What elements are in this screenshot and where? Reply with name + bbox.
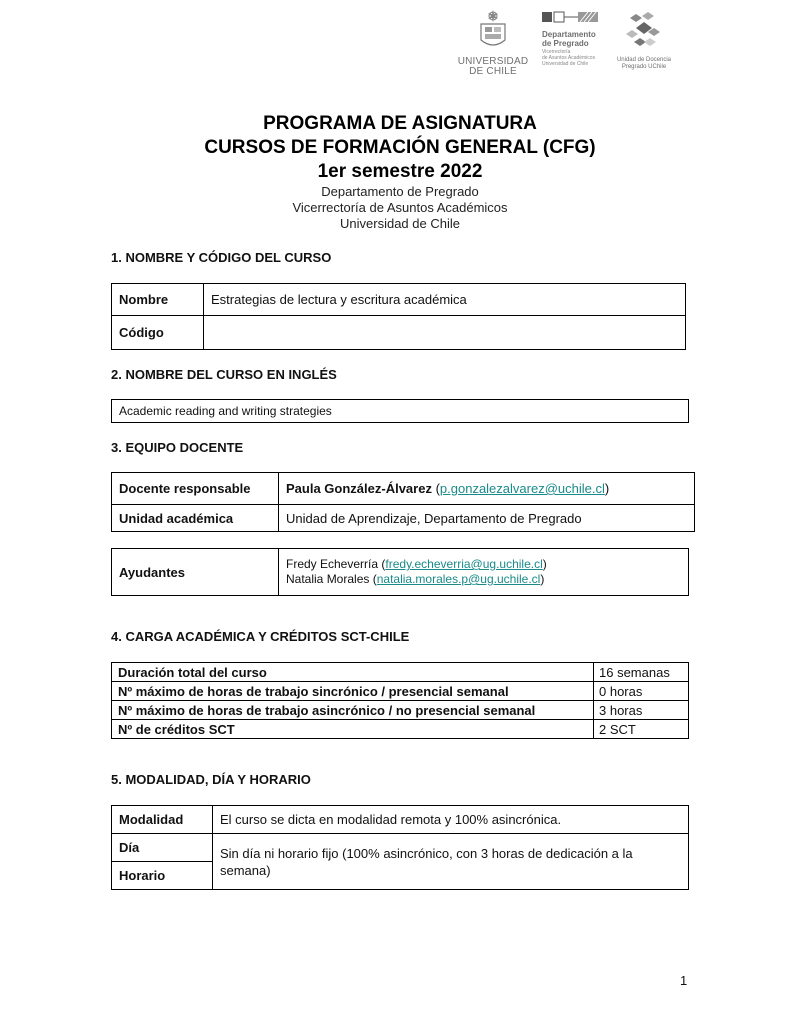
unidad-docencia-line1: Unidad de Docencia bbox=[616, 57, 672, 63]
table-row bbox=[112, 549, 689, 596]
page-number: 1 bbox=[680, 973, 688, 988]
unidad-docencia-logo bbox=[613, 10, 675, 71]
load-label: Nº de créditos SCT bbox=[112, 720, 594, 739]
academic-load-table bbox=[111, 662, 689, 739]
load-label: Duración total del curso bbox=[112, 663, 594, 682]
section-heading-2: 2. NOMBRE DEL CURSO EN INGLÉS bbox=[111, 367, 337, 382]
header-logos bbox=[455, 10, 685, 90]
ayudantes-value bbox=[279, 549, 689, 596]
document-subtitle-line1: Departamento de Pregrado bbox=[321, 184, 479, 199]
document-header bbox=[0, 112, 800, 232]
codigo-value bbox=[204, 316, 686, 350]
document-title-line3: 1er semestre 2022 bbox=[317, 161, 483, 182]
document-subtitle-line3: Universidad de Chile bbox=[340, 216, 460, 231]
departamento-sub-line1: Vicerrectoría bbox=[542, 49, 571, 55]
ayudantes-table bbox=[111, 548, 689, 596]
load-value: 0 horas bbox=[594, 682, 689, 701]
departamento-title-line1: Departamento bbox=[542, 30, 596, 39]
universidad-de-chile-logo bbox=[455, 10, 531, 77]
ayudante-name: Natalia Morales bbox=[286, 572, 370, 586]
docente-value: Paula González-Álvarez (p.gonzalezalvarez@uchile.cl) bbox=[279, 473, 695, 505]
departamento-sub-line3: Universidad de Chile bbox=[542, 61, 589, 67]
unidad-docencia-mark-icon bbox=[626, 10, 662, 50]
university-name-line2: DE CHILE bbox=[469, 66, 517, 77]
unidad-value: Unidad de Aprendizaje, Departamento de Pregrado bbox=[279, 505, 695, 532]
docente-name: Paula González-Álvarez bbox=[286, 481, 432, 496]
table-row bbox=[112, 720, 689, 739]
departamento-pregrado-logo bbox=[542, 10, 612, 67]
section-heading-5: 5. MODALIDAD, DÍA Y HORARIO bbox=[111, 772, 311, 787]
course-name-code-table bbox=[111, 283, 686, 350]
load-label: Nº máximo de horas de trabajo sincrónico / presencial semanal bbox=[112, 682, 594, 701]
load-value: 3 horas bbox=[594, 701, 689, 720]
university-name-line1: UNIVERSIDAD bbox=[457, 56, 529, 67]
modalidad-value: El curso se dicta en modalidad remota y 100% asincrónica. bbox=[213, 806, 689, 834]
departamento-title-line2: de Pregrado bbox=[542, 39, 589, 48]
docente-email-link[interactable]: p.gonzalezalvarez@uchile.cl bbox=[439, 481, 605, 496]
ayudante-item: Fredy Echeverría (fredy.echeverria@ug.uchile.cl) bbox=[286, 557, 547, 571]
load-label: Nº máximo de horas de trabajo asincrónico / no presencial semanal bbox=[112, 701, 594, 720]
table-row bbox=[112, 400, 689, 423]
modality-schedule-table bbox=[111, 805, 689, 890]
load-value: 16 semanas bbox=[594, 663, 689, 682]
table-row bbox=[112, 682, 689, 701]
codigo-label: Código bbox=[112, 316, 204, 350]
modalidad-label: Modalidad bbox=[112, 806, 213, 834]
nombre-label: Nombre bbox=[112, 284, 204, 316]
nombre-value: Estrategias de lectura y escritura académica bbox=[204, 284, 686, 316]
teaching-team-table bbox=[111, 472, 695, 532]
table-row bbox=[112, 316, 686, 350]
unidad-label: Unidad académica bbox=[112, 505, 279, 532]
table-row bbox=[112, 701, 689, 720]
university-crest-icon bbox=[473, 10, 513, 52]
table-row bbox=[112, 505, 695, 532]
section-heading-4: 4. CARGA ACADÉMICA Y CRÉDITOS SCT-CHILE bbox=[111, 629, 410, 644]
table-row bbox=[112, 473, 695, 505]
document-title-line2: CURSOS DE FORMACIÓN GENERAL (CFG) bbox=[204, 137, 596, 158]
ayudante-item: Natalia Morales (natalia.morales.p@ug.uchile.cl) bbox=[286, 572, 545, 586]
table-row bbox=[112, 663, 689, 682]
ayudante-email-link[interactable]: fredy.echeverria@ug.uchile.cl bbox=[385, 557, 543, 571]
english-name-value: Academic reading and writing strategies bbox=[112, 400, 689, 423]
section-heading-3: 3. EQUIPO DOCENTE bbox=[111, 440, 244, 455]
table-row bbox=[112, 284, 686, 316]
document-subtitle-line2: Vicerrectoría de Asuntos Académicos bbox=[292, 200, 508, 215]
dia-label: Día bbox=[112, 834, 213, 862]
unidad-docencia-line2: Pregrado UChile bbox=[621, 64, 667, 70]
horario-label: Horario bbox=[112, 862, 213, 890]
table-row bbox=[112, 834, 689, 862]
english-name-table bbox=[111, 399, 689, 423]
document-title-line1: PROGRAMA DE ASIGNATURA bbox=[263, 113, 537, 134]
departamento-sub-line2: de Asuntos Académicos bbox=[542, 55, 596, 61]
docente-label: Docente responsable bbox=[112, 473, 279, 505]
departamento-pregrado-mark-icon bbox=[542, 11, 602, 23]
ayudantes-label: Ayudantes bbox=[112, 549, 279, 596]
table-row bbox=[112, 806, 689, 834]
ayudante-name: Fredy Echeverría bbox=[286, 557, 379, 571]
section-heading-1: 1. NOMBRE Y CÓDIGO DEL CURSO bbox=[111, 250, 332, 265]
dia-horario-value: Sin día ni horario fijo (100% asincrónico, con 3 horas de dedicación a la semana) bbox=[213, 834, 689, 890]
load-value: 2 SCT bbox=[594, 720, 689, 739]
ayudante-email-link[interactable]: natalia.morales.p@ug.uchile.cl bbox=[376, 572, 541, 586]
